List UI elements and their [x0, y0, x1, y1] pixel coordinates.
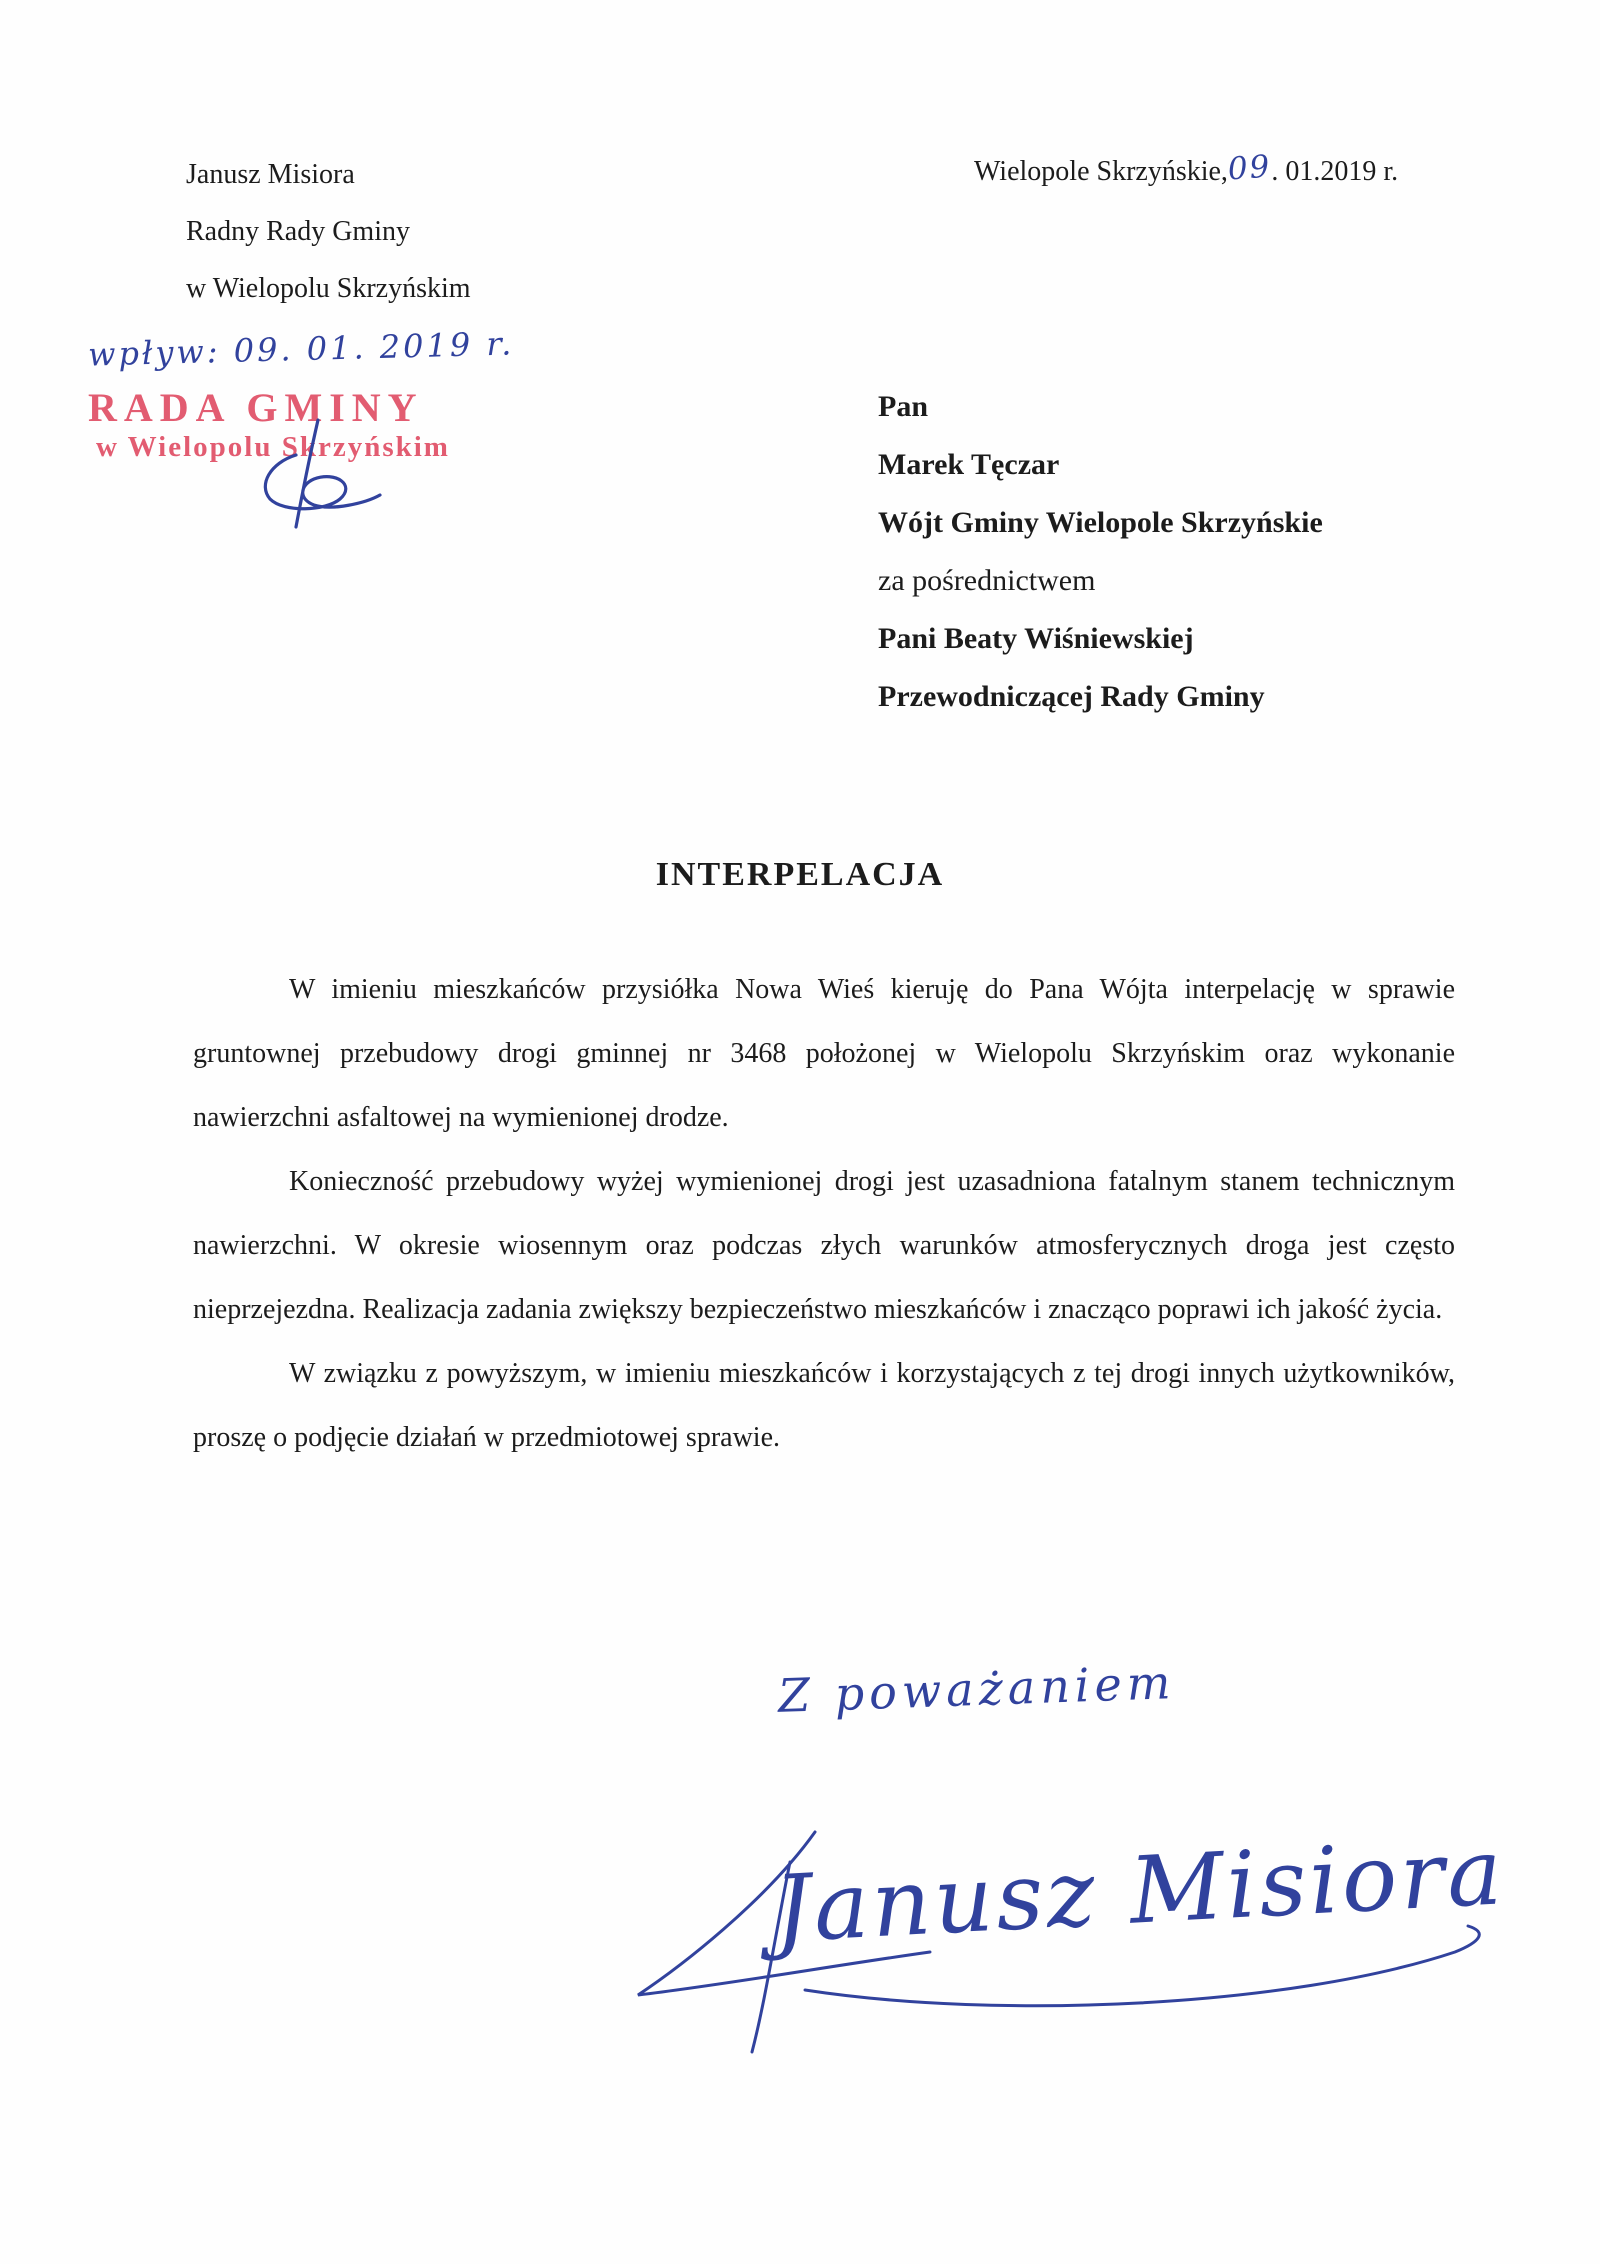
dateline-place: Wielopole Skrzyńskie,	[974, 156, 1228, 187]
paragraph-2: Konieczność przebudowy wyżej wymienionej drogi jest uzasadniona fatalnym stanem technicznym nawierzchni. W okresie wiosennym oraz podczas złych warunków atmosferycznych droga jest często nieprzejezdna. Realizacja zadania zwiększy bezpieczeństwo mieszkańców i znacząco poprawi ich jakość życia.	[193, 1166, 1455, 1325]
addressee-block	[878, 378, 1323, 726]
addressee-line: Pani Beaty Wiśniewskiej	[878, 622, 1194, 655]
valediction-handwritten: Z poważaniem	[777, 1655, 1177, 1723]
letter-body	[193, 958, 1455, 1470]
paragraph-1: W imieniu mieszkańców przysiółka Nowa Wieś kieruję do Pana Wójta interpelację w sprawie gruntownej przebudowy drogi gminnej nr 3468 położonej w Wielopolu Skrzyńskim oraz wykonanie nawierzchni asfaltowej na wymienionej drodze.	[193, 974, 1455, 1133]
sender-role: Radny Rady Gminy	[186, 216, 410, 247]
paragraph-3: W związku z powyższym, w imieniu mieszkańców i korzystających z tej drogi innych użytkowników, proszę o podjęcie działań w przedmiotowej sprawie.	[193, 1358, 1455, 1453]
sender-name: Janusz Misiora	[186, 159, 355, 190]
stamp-line-2: w Wielopolu Skrzyńskim	[96, 431, 450, 463]
signature-name-text: Janusz Misiora	[771, 1818, 1508, 1964]
sender-location: w Wielopolu Skrzyńskim	[186, 273, 471, 304]
document-title: INTERPELACJA	[655, 856, 945, 893]
addressee-line: za pośrednictwem	[878, 564, 1096, 597]
addressee-line: Pan	[878, 390, 929, 423]
sender-block	[186, 146, 471, 317]
signature	[600, 1752, 1520, 2062]
dateline	[974, 148, 1399, 188]
addressee-line: Wójt Gminy Wielopole Skrzyńskie	[878, 506, 1323, 539]
addressee-line: Marek Tęczar	[878, 448, 1060, 481]
dateline-rest: . 01.2019 r.	[1271, 156, 1399, 187]
dateline-handwritten-day: 09	[1226, 148, 1273, 188]
stamp-line-1: RADA GMINY	[88, 385, 424, 430]
stamp-paraph-scribble-icon	[240, 415, 410, 545]
receipt-date-handwritten-note: wpływ: 09. 01. 2019 r.	[87, 324, 515, 374]
addressee-line: Przewodniczącej Rady Gminy	[878, 680, 1265, 713]
